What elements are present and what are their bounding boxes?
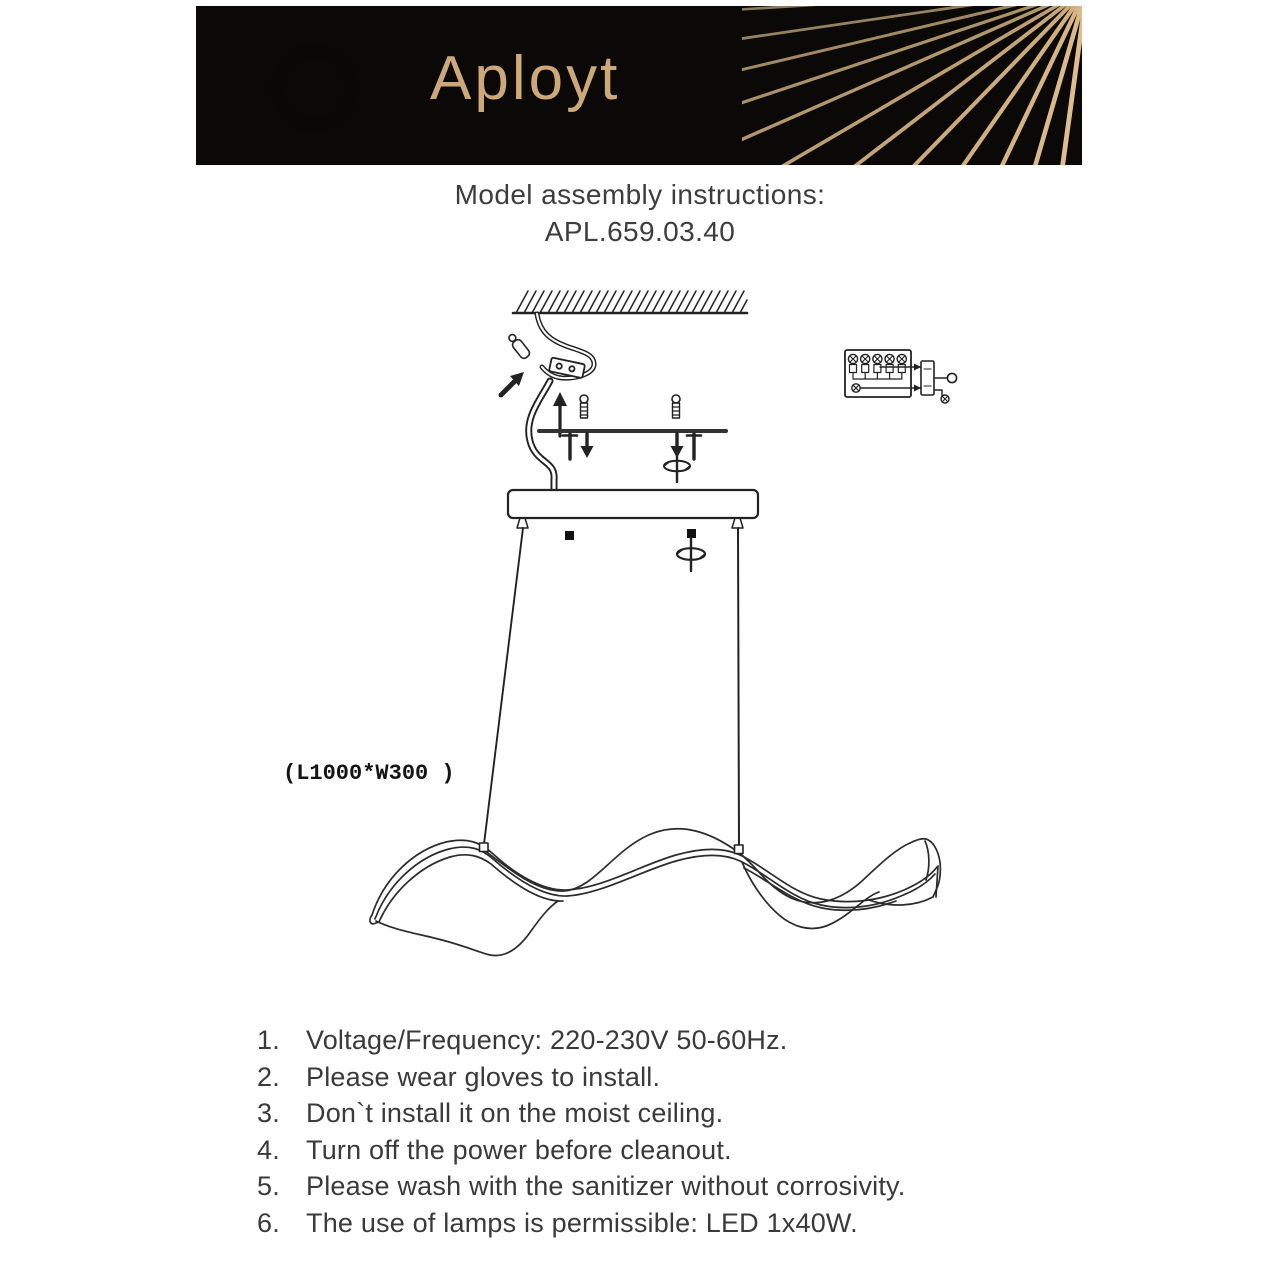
- cable-gripper: [517, 518, 528, 528]
- suspension-cable: [738, 528, 739, 846]
- brand-name: Aployt: [430, 44, 621, 113]
- arrow-down-icon: [581, 434, 594, 458]
- list-item: [257, 1059, 905, 1096]
- assembly-diagram: [280, 268, 980, 992]
- screw-head: [565, 531, 574, 540]
- cable-connector: [480, 843, 489, 852]
- sunburst-logo-icon: [249, 22, 381, 154]
- item-number: 1.: [257, 1025, 280, 1055]
- list-item: [257, 1205, 905, 1242]
- instructions-list: [257, 1022, 905, 1241]
- canopy-plate: [508, 490, 758, 518]
- title-line-1: Model assembly instructions:: [454, 179, 826, 210]
- item-number: 2.: [257, 1061, 280, 1092]
- screw-rotation-icon: [664, 450, 690, 482]
- item-number: 6.: [257, 1207, 280, 1238]
- suspension-cable: [484, 528, 523, 844]
- bolt-icon: [563, 434, 577, 459]
- dimension-label: (L1000*W300 ): [283, 761, 455, 786]
- item-number: 5.: [257, 1171, 280, 1201]
- bolt-icon: [687, 434, 701, 459]
- item-text: Please wear gloves to install.: [306, 1061, 661, 1092]
- ceiling-hatch: [516, 291, 747, 313]
- item-number: 4.: [257, 1134, 280, 1165]
- rays-decoration-icon: [742, 6, 1082, 165]
- screw-icon: [580, 395, 588, 418]
- model-number: APL.659.03.40: [544, 216, 736, 247]
- wiring-diagram: [845, 350, 957, 403]
- item-text: The use of lamps is permissible: LED 1x40W.: [306, 1207, 858, 1238]
- screw-head: [687, 529, 696, 538]
- list-item: [257, 1022, 905, 1059]
- screw-icon: [672, 395, 680, 418]
- item-text: Please wash with the sanitizer without corrosivity.: [306, 1171, 906, 1201]
- list-item: [257, 1095, 905, 1132]
- brand-banner: [196, 6, 1082, 165]
- page-title: [0, 176, 1280, 250]
- item-text: Don`t install it on the moist ceiling.: [306, 1098, 724, 1128]
- list-item: [257, 1132, 905, 1169]
- item-number: 3.: [257, 1098, 280, 1128]
- cable-gripper: [732, 518, 743, 528]
- screw-rotation-icon: [677, 538, 705, 571]
- lamp-shade: [370, 829, 941, 956]
- pointer-arrow-icon: [501, 381, 515, 395]
- list-item: [257, 1168, 905, 1205]
- twist-cap-connector: [506, 332, 531, 360]
- item-text: Turn off the power before cleanout.: [306, 1134, 732, 1165]
- item-text: Voltage/Frequency: 220-230V 50-60Hz.: [306, 1025, 788, 1055]
- cable-connector: [735, 845, 744, 854]
